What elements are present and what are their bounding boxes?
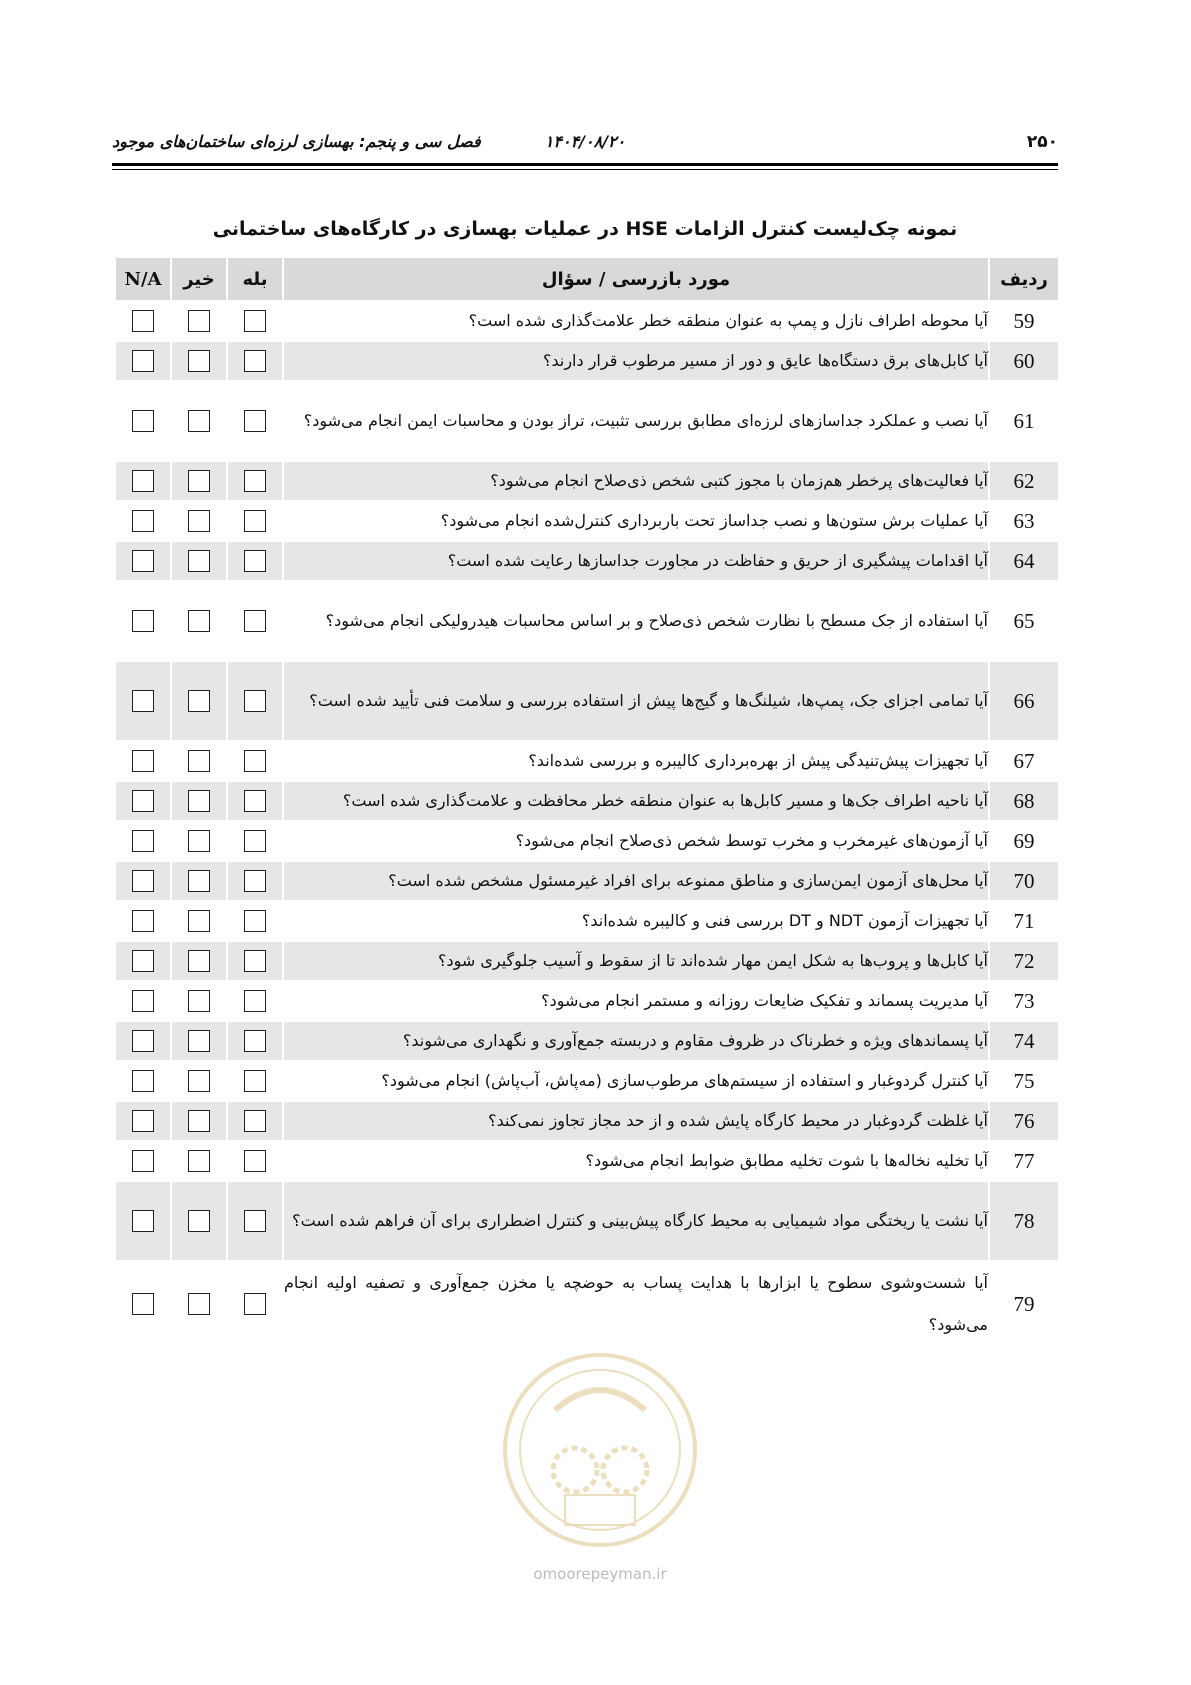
row-question: آیا تمامی اجزای جک، پمپ‌ها، شیلنگ‌ها و گیج‌ها پیش از استفاده بررسی و سلامت فنی تأیید شده است؟ — [283, 661, 989, 741]
table-row — [115, 1101, 1059, 1141]
table-row — [115, 1141, 1059, 1181]
checkbox-no[interactable] — [188, 950, 210, 972]
cell-no — [171, 821, 227, 861]
row-number: 78 — [989, 1181, 1059, 1261]
checkbox-no[interactable] — [188, 1070, 210, 1092]
cell-na — [115, 901, 171, 941]
checkbox-no[interactable] — [188, 1210, 210, 1232]
checkbox-yes[interactable] — [244, 1293, 266, 1315]
row-question: آیا آزمون‌های غیرمخرب و مخرب توسط شخص ذی‌صلاح انجام می‌شود؟ — [283, 821, 989, 861]
cell-no — [171, 461, 227, 501]
row-question: آیا ناحیه اطراف جک‌ها و مسیر کابل‌ها به عنوان منطقه خطر محافظت و علامت‌گذاری شده است؟ — [283, 781, 989, 821]
cell-yes — [227, 501, 283, 541]
cell-na — [115, 341, 171, 381]
hse-checklist-table — [114, 256, 1060, 1348]
cell-na — [115, 861, 171, 901]
cell-na — [115, 581, 171, 661]
header-row-number: ردیف — [989, 257, 1059, 301]
row-number: 77 — [989, 1141, 1059, 1181]
table-row — [115, 501, 1059, 541]
checkbox-no[interactable] — [188, 310, 210, 332]
header-question: مورد بازرسی / سؤال — [283, 257, 989, 301]
checkbox-na[interactable] — [132, 1070, 154, 1092]
row-question: آیا تخلیه نخاله‌ها با شوت تخلیه مطابق ضوابط انجام می‌شود؟ — [283, 1141, 989, 1181]
cell-yes — [227, 901, 283, 941]
row-question: آیا کابل‌های برق دستگاه‌ها عایق و دور از مسیر مرطوب قرار دارند؟ — [283, 341, 989, 381]
checkbox-yes[interactable] — [244, 1070, 266, 1092]
cell-yes — [227, 541, 283, 581]
cell-no — [171, 861, 227, 901]
row-number: 71 — [989, 901, 1059, 941]
header-rule-thin — [112, 169, 1058, 170]
cell-na — [115, 1101, 171, 1141]
checkbox-yes[interactable] — [244, 690, 266, 712]
checkbox-na[interactable] — [132, 310, 154, 332]
cell-na — [115, 1261, 171, 1347]
checkbox-na[interactable] — [132, 690, 154, 712]
checkbox-yes[interactable] — [244, 1030, 266, 1052]
cell-na — [115, 781, 171, 821]
checkbox-no[interactable] — [188, 750, 210, 772]
checkbox-no[interactable] — [188, 690, 210, 712]
cell-no — [171, 1141, 227, 1181]
checkbox-na[interactable] — [132, 1293, 154, 1315]
checkbox-yes[interactable] — [244, 1210, 266, 1232]
checkbox-yes[interactable] — [244, 610, 266, 632]
table-row — [115, 821, 1059, 861]
table-row — [115, 901, 1059, 941]
checklist-title: نمونه چک‌لیست کنترل الزامات HSE در عملیات بهسازی در کارگاه‌های ساختمانی — [212, 218, 958, 240]
checkbox-na[interactable] — [132, 990, 154, 1012]
cell-no — [171, 1261, 227, 1347]
checkbox-na[interactable] — [132, 910, 154, 932]
row-question: آیا تجهیزات پیش‌تنیدگی پیش از بهره‌برداری کالیبره و بررسی شده‌اند؟ — [283, 741, 989, 781]
page-header — [112, 130, 1058, 160]
row-question: آیا تجهیزات آزمون NDT و DT بررسی فنی و کالیبره شده‌اند؟ — [283, 901, 989, 941]
row-number: 65 — [989, 581, 1059, 661]
row-number: 76 — [989, 1101, 1059, 1141]
row-question: آیا استفاده از جک مسطح با نظارت شخص ذی‌صلاح و بر اساس محاسبات هیدرولیکی انجام می‌شود؟ — [283, 581, 989, 661]
cell-no — [171, 501, 227, 541]
table-row — [115, 581, 1059, 661]
checkbox-na[interactable] — [132, 950, 154, 972]
checkbox-yes[interactable] — [244, 550, 266, 572]
cell-na — [115, 501, 171, 541]
row-number: 62 — [989, 461, 1059, 501]
cell-yes — [227, 381, 283, 461]
cell-na — [115, 661, 171, 741]
row-question: آیا مدیریت پسماند و تفکیک ضایعات روزانه و مستمر انجام می‌شود؟ — [283, 981, 989, 1021]
row-number: 67 — [989, 741, 1059, 781]
checkbox-no[interactable] — [188, 1293, 210, 1315]
row-number: 73 — [989, 981, 1059, 1021]
row-question: آیا شست‌وشوی سطوح یا ابزارها با هدایت پساب به حوضچه یا مخزن جمع‌آوری و تصفیه اولیه انجام می‌شود؟ — [283, 1261, 989, 1347]
table-row — [115, 1181, 1059, 1261]
checkbox-no[interactable] — [188, 550, 210, 572]
row-number: 61 — [989, 381, 1059, 461]
checkbox-yes[interactable] — [244, 470, 266, 492]
table-row — [115, 1021, 1059, 1061]
table-row — [115, 341, 1059, 381]
cell-yes — [227, 741, 283, 781]
header-no: خیر — [171, 257, 227, 301]
row-question: آیا محل‌های آزمون ایمن‌سازی و مناطق ممنوعه برای افراد غیرمسئول مشخص شده است؟ — [283, 861, 989, 901]
cell-na — [115, 981, 171, 1021]
checkbox-no[interactable] — [188, 910, 210, 932]
cell-yes — [227, 341, 283, 381]
cell-na — [115, 941, 171, 981]
checkbox-na[interactable] — [132, 1210, 154, 1232]
row-question: آیا غلظت گردوغبار در محیط کارگاه پایش شده و از حد مجاز تجاوز نمی‌کند؟ — [283, 1101, 989, 1141]
cell-na — [115, 381, 171, 461]
checkbox-yes[interactable] — [244, 750, 266, 772]
row-number: 69 — [989, 821, 1059, 861]
row-number: 59 — [989, 301, 1059, 341]
row-number: 64 — [989, 541, 1059, 581]
cell-yes — [227, 581, 283, 661]
cell-no — [171, 1021, 227, 1061]
cell-no — [171, 381, 227, 461]
checkbox-na[interactable] — [132, 410, 154, 432]
row-question: آیا اقدامات پیشگیری از حریق و حفاظت در مجاورت جداسازها رعایت شده است؟ — [283, 541, 989, 581]
cell-no — [171, 541, 227, 581]
checkbox-na[interactable] — [132, 830, 154, 852]
cell-no — [171, 981, 227, 1021]
checkbox-na[interactable] — [132, 350, 154, 372]
checkbox-yes[interactable] — [244, 1110, 266, 1132]
cell-no — [171, 661, 227, 741]
checkbox-yes[interactable] — [244, 830, 266, 852]
checkbox-yes[interactable] — [244, 350, 266, 372]
cell-no — [171, 941, 227, 981]
cell-no — [171, 341, 227, 381]
row-question: آیا نشت یا ریختگی مواد شیمیایی به محیط کارگاه پیش‌بینی و کنترل اضطراری برای آن فراهم شده است؟ — [283, 1181, 989, 1261]
cell-yes — [227, 1261, 283, 1347]
row-number: 74 — [989, 1021, 1059, 1061]
cell-no — [171, 1181, 227, 1261]
cell-no — [171, 901, 227, 941]
table-row — [115, 661, 1059, 741]
checkbox-no[interactable] — [188, 510, 210, 532]
table-row — [115, 981, 1059, 1021]
checkbox-yes[interactable] — [244, 990, 266, 1012]
header-rule-thick — [112, 163, 1058, 166]
cell-yes — [227, 1021, 283, 1061]
cell-no — [171, 301, 227, 341]
cell-no — [171, 1061, 227, 1101]
publisher-seal-watermark — [495, 1330, 705, 1570]
chapter-title: فصل سی و پنجم: بهسازی لرزه‌ای ساختمان‌های موجود — [112, 132, 481, 151]
cell-yes — [227, 1141, 283, 1181]
checkbox-no[interactable] — [188, 830, 210, 852]
cell-no — [171, 581, 227, 661]
website-watermark: omoorepeyman.ir — [533, 1565, 667, 1583]
row-number: 60 — [989, 341, 1059, 381]
checkbox-no[interactable] — [188, 1110, 210, 1132]
row-question: آیا کنترل گردوغبار و استفاده از سیستم‌های مرطوب‌سازی (مه‌پاش، آب‌پاش) انجام می‌شود؟ — [283, 1061, 989, 1101]
checkbox-na[interactable] — [132, 1030, 154, 1052]
checkbox-no[interactable] — [188, 1150, 210, 1172]
checkbox-yes[interactable] — [244, 950, 266, 972]
cell-yes — [227, 661, 283, 741]
checkbox-na[interactable] — [132, 870, 154, 892]
checkbox-no[interactable] — [188, 1030, 210, 1052]
checkbox-no[interactable] — [188, 990, 210, 1012]
cell-no — [171, 781, 227, 821]
table-row — [115, 781, 1059, 821]
table-row — [115, 741, 1059, 781]
cell-yes — [227, 781, 283, 821]
checkbox-no[interactable] — [188, 870, 210, 892]
cell-na — [115, 1061, 171, 1101]
checkbox-no[interactable] — [188, 470, 210, 492]
cell-yes — [227, 301, 283, 341]
table-row — [115, 861, 1059, 901]
checkbox-na[interactable] — [132, 610, 154, 632]
table-row — [115, 301, 1059, 341]
cell-na — [115, 1141, 171, 1181]
cell-yes — [227, 1061, 283, 1101]
checkbox-yes[interactable] — [244, 410, 266, 432]
cell-na — [115, 461, 171, 501]
cell-yes — [227, 821, 283, 861]
checkbox-yes[interactable] — [244, 510, 266, 532]
checkbox-na[interactable] — [132, 510, 154, 532]
checkbox-na[interactable] — [132, 750, 154, 772]
header-date: ۱۴۰۴/۰۸/۲۰ — [544, 132, 626, 151]
row-question: آیا محوطه اطراف نازل و پمپ به عنوان منطقه خطر علامت‌گذاری شده است؟ — [283, 301, 989, 341]
cell-na — [115, 541, 171, 581]
header-yes: بله — [227, 257, 283, 301]
cell-na — [115, 1021, 171, 1061]
cell-no — [171, 1101, 227, 1141]
cell-yes — [227, 941, 283, 981]
cell-yes — [227, 1181, 283, 1261]
row-number: 79 — [989, 1261, 1059, 1347]
page-number: ۲۵۰ — [1026, 132, 1058, 152]
table-row — [115, 1061, 1059, 1101]
cell-na — [115, 741, 171, 781]
checkbox-no[interactable] — [188, 350, 210, 372]
row-number: 72 — [989, 941, 1059, 981]
checkbox-yes[interactable] — [244, 910, 266, 932]
row-question: آیا کابل‌ها و پروب‌ها به شکل ایمن مهار شده‌اند تا از سقوط و آسیب جلوگیری شود؟ — [283, 941, 989, 981]
row-number: 63 — [989, 501, 1059, 541]
cell-na — [115, 301, 171, 341]
row-question: آیا عملیات برش ستون‌ها و نصب جداساز تحت باربرداری کنترل‌شده انجام می‌شود؟ — [283, 501, 989, 541]
row-question: آیا فعالیت‌های پرخطر هم‌زمان با مجوز کتبی شخص ذی‌صلاح انجام می‌شود؟ — [283, 461, 989, 501]
checkbox-na[interactable] — [132, 1150, 154, 1172]
checkbox-na[interactable] — [132, 1110, 154, 1132]
checkbox-no[interactable] — [188, 790, 210, 812]
table-row — [115, 381, 1059, 461]
checkbox-yes[interactable] — [244, 310, 266, 332]
checkbox-na[interactable] — [132, 550, 154, 572]
header-na: N/A — [115, 257, 171, 301]
cell-na — [115, 821, 171, 861]
table-row — [115, 461, 1059, 501]
checkbox-no[interactable] — [188, 410, 210, 432]
cell-yes — [227, 861, 283, 901]
cell-yes — [227, 461, 283, 501]
cell-yes — [227, 981, 283, 1021]
cell-na — [115, 1181, 171, 1261]
row-question: آیا پسماندهای ویژه و خطرناک در ظروف مقاوم و دربسته جمع‌آوری و نگهداری می‌شوند؟ — [283, 1021, 989, 1061]
checkbox-yes[interactable] — [244, 1150, 266, 1172]
row-number: 68 — [989, 781, 1059, 821]
table-header-row — [115, 257, 1059, 301]
table-row — [115, 541, 1059, 581]
row-number: 70 — [989, 861, 1059, 901]
checkbox-no[interactable] — [188, 610, 210, 632]
checkbox-na[interactable] — [132, 470, 154, 492]
row-number: 66 — [989, 661, 1059, 741]
checkbox-yes[interactable] — [244, 870, 266, 892]
row-question: آیا نصب و عملکرد جداسازهای لرزه‌ای مطابق بررسی تثبیت، تراز بودن و محاسبات ایمن انجام می‌شود؟ — [283, 381, 989, 461]
table-row — [115, 941, 1059, 981]
checkbox-na[interactable] — [132, 790, 154, 812]
checkbox-yes[interactable] — [244, 790, 266, 812]
cell-yes — [227, 1101, 283, 1141]
cell-no — [171, 741, 227, 781]
row-number: 75 — [989, 1061, 1059, 1101]
